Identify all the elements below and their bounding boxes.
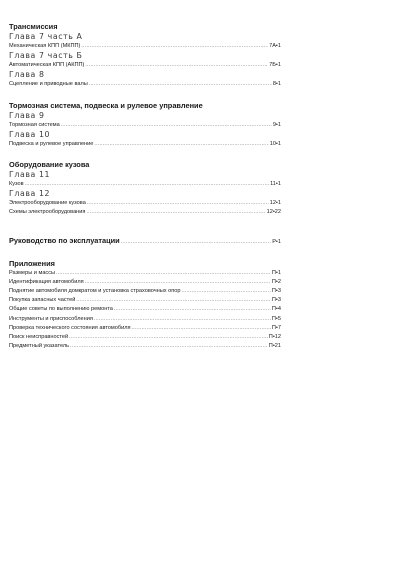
toc-section-brakes-suspension: [9, 101, 281, 149]
section-title: Тормозная система, подвеска и рулевое управление: [9, 100, 203, 110]
dot-leader: [89, 80, 272, 89]
toc-entry-label: Поиск неисправностей: [9, 334, 69, 341]
toc-entry-label: Инструменты и приспособления: [9, 315, 93, 322]
toc-entry-page: 7А•1: [269, 43, 281, 49]
toc-entry-label: Размеры и массы: [9, 269, 56, 276]
toc-entry-page: П•4: [271, 306, 281, 313]
toc-entry[interactable]: [9, 269, 281, 278]
toc-entry[interactable]: [9, 180, 281, 189]
dot-leader: [61, 121, 272, 130]
dot-leader: [182, 287, 271, 296]
toc-entry-page: 10•1: [269, 140, 281, 147]
chapter-heading: Глава 11: [9, 170, 51, 180]
dot-leader: [81, 42, 268, 51]
toc-entry-page: П•1: [271, 269, 281, 276]
toc-entry-page: 9•1: [272, 121, 281, 128]
dot-leader: [25, 180, 269, 189]
toc-entry[interactable]: [9, 121, 281, 130]
toc-entry-page: 11•1: [270, 181, 281, 188]
dot-leader: [87, 199, 269, 208]
toc-entry[interactable]: [9, 61, 281, 70]
toc-entry-page: П•5: [271, 315, 281, 322]
toc-entry[interactable]: [9, 342, 281, 351]
toc-entry[interactable]: [9, 278, 281, 287]
chapter-heading: Глава 10: [9, 129, 51, 139]
table-of-contents: [9, 22, 281, 351]
dot-leader: [85, 278, 271, 287]
chapter-heading: Глава 9: [9, 110, 45, 120]
toc-entry-page: П•3: [271, 288, 281, 295]
toc-entry-page: П•21: [268, 343, 281, 350]
dot-leader: [70, 342, 268, 351]
section-title: Приложения: [9, 258, 55, 268]
toc-entry[interactable]: [9, 80, 281, 89]
chapter-heading: Глава 7 часть А: [9, 32, 83, 41]
toc-section-transmission: [9, 22, 281, 90]
toc-entry[interactable]: [9, 199, 281, 208]
toc-entry-label: Механическая КПП (МКПП): [9, 43, 81, 49]
toc-entry[interactable]: [9, 305, 281, 314]
toc-section-body-equipment: [9, 160, 281, 218]
toc-entry-label: Подвеска и рулевое управление: [9, 140, 94, 147]
dot-leader: [94, 140, 268, 149]
toc-entry[interactable]: [9, 208, 281, 217]
dot-leader: [114, 305, 271, 314]
toc-entry-page: П•3: [271, 297, 281, 304]
dot-leader: [94, 315, 271, 324]
toc-entry[interactable]: [9, 140, 281, 149]
toc-entry-page: 8•1: [272, 81, 281, 88]
toc-entry-page: П•12: [268, 334, 281, 341]
toc-entry-label: Общие советы по выполнению ремонта: [9, 306, 113, 313]
manual-title: Руководство по эксплуатации: [9, 235, 120, 245]
dot-leader: [69, 333, 268, 342]
chapter-heading: Глава 7 часть Б: [9, 51, 83, 61]
toc-entry-label: Поднятие автомобиля домкратом и установка страховочных опор: [9, 288, 181, 295]
toc-entry-page: Р•1: [272, 238, 281, 245]
toc-entry-label: Кузов: [9, 181, 24, 188]
toc-entry[interactable]: [9, 333, 281, 342]
dot-leader: [76, 296, 271, 305]
toc-entry-label: Идентификация автомобиля: [9, 278, 84, 285]
dot-leader: [86, 208, 265, 217]
toc-entry-page: 7Б•1: [269, 62, 281, 69]
toc-entry-page: П•7: [271, 324, 281, 331]
toc-entry-label: Схемы электрооборудования: [9, 209, 86, 216]
toc-entry[interactable]: [9, 296, 281, 305]
dot-leader: [85, 61, 268, 70]
toc-entry-label: Сцепление и приводные валы: [9, 81, 88, 88]
toc-entry-label: Электрооборудование кузова: [9, 200, 86, 207]
toc-entry-label: Тормозная система: [9, 121, 60, 128]
toc-entry[interactable]: [9, 315, 281, 324]
toc-entry-page: П•2: [271, 278, 281, 285]
toc-entry-page: 12•1: [269, 200, 281, 207]
toc-entry-label: Покупка запасных частей: [9, 297, 76, 304]
toc-entry-owners-manual[interactable]: [9, 236, 281, 247]
section-title: Трансмиссия: [9, 22, 58, 31]
chapter-heading: Глава 12: [9, 189, 51, 199]
toc-entry-label: Автоматическая КПП (АКПП): [9, 62, 85, 69]
dot-leader: [131, 324, 270, 333]
toc-entry-page: 12•22: [266, 209, 281, 216]
dot-leader: [56, 269, 271, 278]
toc-entry-label: Предметный указатель: [9, 343, 70, 350]
toc-section-appendix: [9, 259, 281, 352]
section-title: Оборудование кузова: [9, 160, 90, 170]
chapter-heading: Глава 8: [9, 70, 45, 80]
dot-leader: [121, 237, 271, 247]
toc-entry[interactable]: [9, 324, 281, 333]
toc-entry[interactable]: [9, 287, 281, 296]
toc-entry-label: Проверка технического состояния автомобиля: [9, 324, 131, 331]
toc-entry[interactable]: [9, 42, 281, 51]
